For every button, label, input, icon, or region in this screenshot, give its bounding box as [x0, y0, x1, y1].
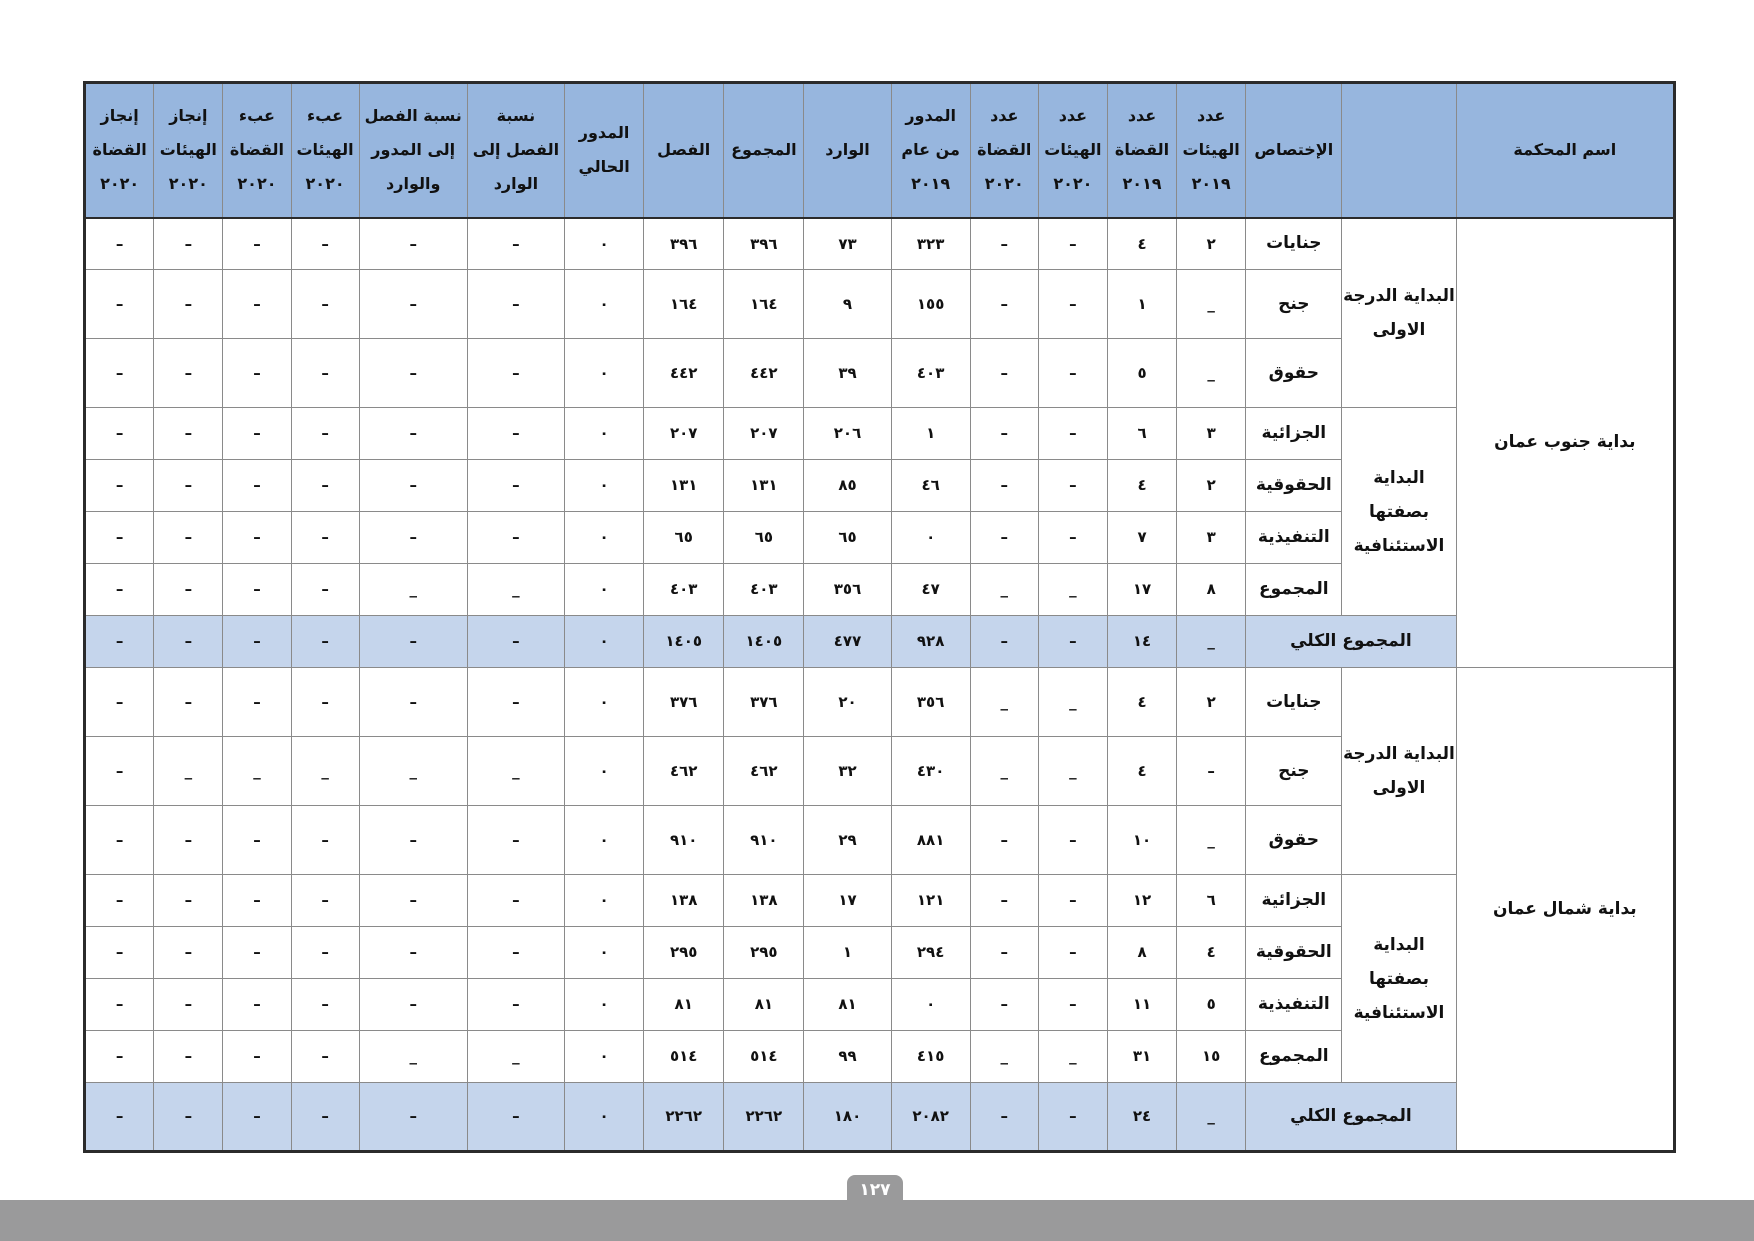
judges-2020-cell: –: [970, 1083, 1038, 1152]
panels-2020-cell: –: [1038, 927, 1107, 979]
header-panels-2019: عدد الهيئات ٢٠١٩: [1177, 83, 1246, 218]
achievement-judges-cell: –: [85, 1083, 154, 1152]
current-carried-cell: ٠: [565, 668, 644, 737]
ratio-resolved-carried-incoming-cell: –: [359, 616, 467, 668]
court-name-cell: بداية شمال عمان: [1456, 668, 1674, 1152]
panels-2020-cell: –: [1038, 806, 1107, 875]
incoming-cell: ٢٩: [804, 806, 891, 875]
judges-2019-cell: ٤: [1107, 668, 1176, 737]
specialization-cell: جنح: [1246, 737, 1342, 806]
incoming-cell: ١٧: [804, 875, 891, 927]
ratio-resolved-incoming-cell: –: [467, 408, 564, 460]
specialization-cell: الحقوقية: [1246, 460, 1342, 512]
load-panels-cell: –: [291, 460, 359, 512]
ratio-resolved-carried-incoming-cell: –: [359, 875, 467, 927]
grand-total-row: [85, 616, 1675, 668]
specialization-cell: الجزائية: [1246, 408, 1342, 460]
page-number: ١٢٧: [847, 1175, 903, 1209]
resolved-cell: ١٣٨: [644, 875, 724, 927]
achievement-panels-cell: _: [154, 737, 223, 806]
judges-2019-cell: ٣١: [1107, 1031, 1176, 1083]
header-load-judges: عبء القضاة ٢٠٢٠: [223, 83, 291, 218]
carried-over-cell: ٩٢٨: [891, 616, 970, 668]
load-panels-cell: –: [291, 339, 359, 408]
header-total: المجموع: [724, 83, 804, 218]
specialization-cell: الجزائية: [1246, 875, 1342, 927]
achievement-judges-cell: –: [85, 1031, 154, 1083]
panels-2019-cell: ٣: [1177, 512, 1246, 564]
total-cell: ٩١٠: [724, 806, 804, 875]
panels-2019-cell: –: [1177, 737, 1246, 806]
ratio-resolved-carried-incoming-cell: –: [359, 806, 467, 875]
incoming-cell: ٣٩: [804, 339, 891, 408]
header-ratio-resolved-carried-incoming: نسبة الفصل إلى المدور والوارد: [359, 83, 467, 218]
table-row: [85, 875, 1675, 927]
grand-total-row: [85, 1083, 1675, 1152]
ratio-resolved-carried-incoming-cell: _: [359, 737, 467, 806]
resolved-cell: ٥١٤: [644, 1031, 724, 1083]
header-court-name: اسم المحكمة: [1456, 83, 1674, 218]
carried-over-cell: ١٥٥: [891, 270, 970, 339]
achievement-judges-cell: –: [85, 979, 154, 1031]
incoming-cell: ٩: [804, 270, 891, 339]
judges-2020-cell: –: [970, 927, 1038, 979]
achievement-judges-cell: –: [85, 339, 154, 408]
ratio-resolved-carried-incoming-cell: –: [359, 460, 467, 512]
current-carried-cell: ٠: [565, 270, 644, 339]
panels-2019-cell: ٥: [1177, 979, 1246, 1031]
resolved-cell: ٩١٠: [644, 806, 724, 875]
table-row: [85, 408, 1675, 460]
load-panels-cell: –: [291, 218, 359, 270]
judges-2019-cell: ١١: [1107, 979, 1176, 1031]
panels-2020-cell: _: [1038, 668, 1107, 737]
carried-over-cell: ٤٠٣: [891, 339, 970, 408]
ratio-resolved-carried-incoming-cell: –: [359, 270, 467, 339]
header-carried-over: المدور من عام ٢٠١٩: [891, 83, 970, 218]
achievement-judges-cell: –: [85, 564, 154, 616]
ratio-resolved-incoming-cell: –: [467, 1083, 564, 1152]
achievement-judges-cell: –: [85, 460, 154, 512]
specialization-cell: المجموع: [1246, 1031, 1342, 1083]
table-row: [85, 668, 1675, 737]
judges-2019-cell: ٧: [1107, 512, 1176, 564]
court-name-cell: بداية جنوب عمان: [1456, 218, 1674, 668]
ratio-resolved-carried-incoming-cell: –: [359, 927, 467, 979]
carried-over-cell: ٠: [891, 979, 970, 1031]
total-cell: ٣٩٦: [724, 218, 804, 270]
ratio-resolved-carried-incoming-cell: _: [359, 1031, 467, 1083]
specialization-cell: حقوق: [1246, 339, 1342, 408]
incoming-cell: ٣٢: [804, 737, 891, 806]
current-carried-cell: ٠: [565, 564, 644, 616]
load-panels-cell: –: [291, 927, 359, 979]
carried-over-cell: ٣٥٦: [891, 668, 970, 737]
panels-2020-cell: _: [1038, 737, 1107, 806]
total-cell: ٥١٤: [724, 1031, 804, 1083]
panels-2019-cell: ٨: [1177, 564, 1246, 616]
achievement-panels-cell: –: [154, 408, 223, 460]
category-cell: البداية الدرجة الاولى: [1342, 668, 1456, 875]
achievement-panels-cell: –: [154, 218, 223, 270]
ratio-resolved-carried-incoming-cell: –: [359, 979, 467, 1031]
panels-2019-cell: ٢: [1177, 460, 1246, 512]
total-cell: ١٦٤: [724, 270, 804, 339]
current-carried-cell: ٠: [565, 979, 644, 1031]
header-row: [85, 83, 1675, 218]
load-panels-cell: _: [291, 737, 359, 806]
load-panels-cell: –: [291, 408, 359, 460]
total-cell: ٤٦٢: [724, 737, 804, 806]
load-judges-cell: –: [223, 460, 291, 512]
header-judges-2020: عدد القضاة ٢٠٢٠: [970, 83, 1038, 218]
judges-2020-cell: –: [970, 806, 1038, 875]
header-category: [1342, 83, 1456, 218]
total-cell: ٢٠٧: [724, 408, 804, 460]
achievement-judges-cell: –: [85, 875, 154, 927]
achievement-judges-cell: –: [85, 806, 154, 875]
incoming-cell: ١: [804, 927, 891, 979]
load-judges-cell: –: [223, 668, 291, 737]
current-carried-cell: ٠: [565, 616, 644, 668]
panels-2020-cell: _: [1038, 564, 1107, 616]
specialization-cell: الحقوقية: [1246, 927, 1342, 979]
carried-over-cell: ١٢١: [891, 875, 970, 927]
judges-2019-cell: ٤: [1107, 218, 1176, 270]
load-panels-cell: –: [291, 616, 359, 668]
achievement-panels-cell: –: [154, 564, 223, 616]
incoming-cell: ٢٠: [804, 668, 891, 737]
resolved-cell: ١٣١: [644, 460, 724, 512]
achievement-panels-cell: –: [154, 460, 223, 512]
ratio-resolved-carried-incoming-cell: _: [359, 564, 467, 616]
current-carried-cell: ٠: [565, 1031, 644, 1083]
load-judges-cell: –: [223, 339, 291, 408]
load-judges-cell: –: [223, 1083, 291, 1152]
current-carried-cell: ٠: [565, 875, 644, 927]
panels-2020-cell: _: [1038, 1031, 1107, 1083]
resolved-cell: ٣٧٦: [644, 668, 724, 737]
judges-2020-cell: _: [970, 564, 1038, 616]
judges-2019-cell: ٤: [1107, 737, 1176, 806]
resolved-cell: ٤٤٢: [644, 339, 724, 408]
panels-2019-cell: ٣: [1177, 408, 1246, 460]
achievement-panels-cell: –: [154, 1031, 223, 1083]
header-incoming: الوارد: [804, 83, 891, 218]
achievement-judges-cell: –: [85, 927, 154, 979]
ratio-resolved-incoming-cell: _: [467, 1031, 564, 1083]
achievement-panels-cell: –: [154, 875, 223, 927]
current-carried-cell: ٠: [565, 460, 644, 512]
judges-2020-cell: –: [970, 512, 1038, 564]
total-cell: ٤٠٣: [724, 564, 804, 616]
specialization-cell: جنح: [1246, 270, 1342, 339]
judges-2019-cell: ٨: [1107, 927, 1176, 979]
current-carried-cell: ٠: [565, 1083, 644, 1152]
panels-2020-cell: –: [1038, 979, 1107, 1031]
current-carried-cell: ٠: [565, 927, 644, 979]
load-judges-cell: –: [223, 806, 291, 875]
incoming-cell: ٨١: [804, 979, 891, 1031]
achievement-panels-cell: –: [154, 1083, 223, 1152]
load-judges-cell: _: [223, 737, 291, 806]
current-carried-cell: ٠: [565, 408, 644, 460]
panels-2020-cell: –: [1038, 408, 1107, 460]
current-carried-cell: ٠: [565, 218, 644, 270]
panels-2019-cell: ٢: [1177, 668, 1246, 737]
carried-over-cell: ٤٣٠: [891, 737, 970, 806]
carried-over-cell: ٢٩٤: [891, 927, 970, 979]
panels-2020-cell: –: [1038, 512, 1107, 564]
panels-2020-cell: –: [1038, 460, 1107, 512]
ratio-resolved-carried-incoming-cell: –: [359, 408, 467, 460]
table-row: [85, 218, 1675, 270]
ratio-resolved-carried-incoming-cell: –: [359, 339, 467, 408]
achievement-judges-cell: –: [85, 408, 154, 460]
carried-over-cell: ٤١٥: [891, 1031, 970, 1083]
load-judges-cell: –: [223, 927, 291, 979]
carried-over-cell: ٨٨١: [891, 806, 970, 875]
judges-2020-cell: –: [970, 270, 1038, 339]
header-resolved: الفصل: [644, 83, 724, 218]
header-achievement-judges: إنجاز القضاة ٢٠٢٠: [85, 83, 154, 218]
panels-2019-cell: ١٥: [1177, 1031, 1246, 1083]
judges-2020-cell: –: [970, 875, 1038, 927]
load-panels-cell: –: [291, 1031, 359, 1083]
header-specialization: الإختصاص: [1246, 83, 1342, 218]
specialization-cell: جنايات: [1246, 668, 1342, 737]
total-cell: ٤٤٢: [724, 339, 804, 408]
achievement-panels-cell: –: [154, 512, 223, 564]
total-cell: ٢٢٦٢: [724, 1083, 804, 1152]
judges-2020-cell: –: [970, 408, 1038, 460]
load-panels-cell: –: [291, 1083, 359, 1152]
load-panels-cell: –: [291, 806, 359, 875]
header-achievement-panels: إنجاز الهيئات ٢٠٢٠: [154, 83, 223, 218]
grand-total-label: المجموع الكلي: [1246, 616, 1456, 668]
incoming-cell: ٤٧٧: [804, 616, 891, 668]
resolved-cell: ٨١: [644, 979, 724, 1031]
resolved-cell: ١٦٤: [644, 270, 724, 339]
judges-2019-cell: ٤: [1107, 460, 1176, 512]
judges-2019-cell: ٥: [1107, 339, 1176, 408]
load-panels-cell: –: [291, 668, 359, 737]
resolved-cell: ٢٩٥: [644, 927, 724, 979]
carried-over-cell: ١: [891, 408, 970, 460]
panels-2020-cell: –: [1038, 875, 1107, 927]
total-cell: ٦٥: [724, 512, 804, 564]
carried-over-cell: ٣٢٣: [891, 218, 970, 270]
load-judges-cell: –: [223, 270, 291, 339]
judges-2019-cell: ١٤: [1107, 616, 1176, 668]
total-cell: ١٣١: [724, 460, 804, 512]
current-carried-cell: ٠: [565, 339, 644, 408]
resolved-cell: ٣٩٦: [644, 218, 724, 270]
panels-2019-cell: ٦: [1177, 875, 1246, 927]
specialization-cell: المجموع: [1246, 564, 1342, 616]
judges-2020-cell: _: [970, 1031, 1038, 1083]
judges-2019-cell: ١٠: [1107, 806, 1176, 875]
carried-over-cell: ٢٠٨٢: [891, 1083, 970, 1152]
specialization-cell: حقوق: [1246, 806, 1342, 875]
category-cell: البداية بصفتها الاستئنافية: [1342, 408, 1456, 616]
load-judges-cell: –: [223, 564, 291, 616]
specialization-cell: التنفيذية: [1246, 979, 1342, 1031]
resolved-cell: ٢٠٧: [644, 408, 724, 460]
panels-2019-cell: _: [1177, 806, 1246, 875]
total-cell: ٢٩٥: [724, 927, 804, 979]
ratio-resolved-incoming-cell: –: [467, 927, 564, 979]
achievement-panels-cell: –: [154, 616, 223, 668]
incoming-cell: ٦٥: [804, 512, 891, 564]
panels-2020-cell: –: [1038, 270, 1107, 339]
panels-2019-cell: _: [1177, 616, 1246, 668]
load-panels-cell: –: [291, 875, 359, 927]
panels-2019-cell: _: [1177, 1083, 1246, 1152]
incoming-cell: ٩٩: [804, 1031, 891, 1083]
judges-2020-cell: –: [970, 339, 1038, 408]
ratio-resolved-carried-incoming-cell: –: [359, 512, 467, 564]
load-panels-cell: –: [291, 979, 359, 1031]
category-cell: البداية بصفتها الاستئنافية: [1342, 875, 1456, 1083]
carried-over-cell: ٤٧: [891, 564, 970, 616]
resolved-cell: ٤٦٢: [644, 737, 724, 806]
current-carried-cell: ٠: [565, 806, 644, 875]
panels-2019-cell: _: [1177, 270, 1246, 339]
carried-over-cell: ٤٦: [891, 460, 970, 512]
load-judges-cell: –: [223, 1031, 291, 1083]
ratio-resolved-incoming-cell: –: [467, 668, 564, 737]
grand-total-label: المجموع الكلي: [1246, 1083, 1456, 1152]
ratio-resolved-carried-incoming-cell: –: [359, 218, 467, 270]
judges-2019-cell: ٦: [1107, 408, 1176, 460]
specialization-cell: التنفيذية: [1246, 512, 1342, 564]
judges-2019-cell: ١٢: [1107, 875, 1176, 927]
judges-2020-cell: –: [970, 218, 1038, 270]
panels-2020-cell: –: [1038, 1083, 1107, 1152]
load-panels-cell: –: [291, 512, 359, 564]
judges-2020-cell: _: [970, 737, 1038, 806]
ratio-resolved-incoming-cell: –: [467, 616, 564, 668]
header-judges-2019: عدد القضاة ٢٠١٩: [1107, 83, 1176, 218]
judges-2020-cell: –: [970, 616, 1038, 668]
incoming-cell: ١٨٠: [804, 1083, 891, 1152]
ratio-resolved-incoming-cell: _: [467, 564, 564, 616]
header-panels-2020: عدد الهيئات ٢٠٢٠: [1038, 83, 1107, 218]
ratio-resolved-incoming-cell: –: [467, 339, 564, 408]
panels-2020-cell: –: [1038, 339, 1107, 408]
resolved-cell: ٤٠٣: [644, 564, 724, 616]
achievement-judges-cell: –: [85, 218, 154, 270]
load-judges-cell: –: [223, 616, 291, 668]
resolved-cell: ١٤٠٥: [644, 616, 724, 668]
ratio-resolved-carried-incoming-cell: –: [359, 1083, 467, 1152]
incoming-cell: ٣٥٦: [804, 564, 891, 616]
load-judges-cell: –: [223, 512, 291, 564]
load-panels-cell: –: [291, 564, 359, 616]
load-judges-cell: –: [223, 408, 291, 460]
carried-over-cell: ٠: [891, 512, 970, 564]
current-carried-cell: ٠: [565, 737, 644, 806]
ratio-resolved-incoming-cell: –: [467, 979, 564, 1031]
achievement-panels-cell: –: [154, 668, 223, 737]
load-judges-cell: –: [223, 875, 291, 927]
load-judges-cell: –: [223, 218, 291, 270]
total-cell: ٨١: [724, 979, 804, 1031]
achievement-panels-cell: –: [154, 927, 223, 979]
achievement-panels-cell: –: [154, 806, 223, 875]
ratio-resolved-incoming-cell: –: [467, 512, 564, 564]
judges-2019-cell: ١: [1107, 270, 1176, 339]
ratio-resolved-incoming-cell: –: [467, 460, 564, 512]
judges-2020-cell: –: [970, 460, 1038, 512]
achievement-judges-cell: –: [85, 512, 154, 564]
header-current-carried: المدور الحالي: [565, 83, 644, 218]
panels-2020-cell: –: [1038, 218, 1107, 270]
load-judges-cell: –: [223, 979, 291, 1031]
achievement-judges-cell: –: [85, 737, 154, 806]
achievement-judges-cell: –: [85, 270, 154, 339]
total-cell: ٣٧٦: [724, 668, 804, 737]
panels-2019-cell: ٤: [1177, 927, 1246, 979]
court-statistics-table: [83, 81, 1676, 1153]
total-cell: ١٣٨: [724, 875, 804, 927]
achievement-judges-cell: –: [85, 616, 154, 668]
achievement-panels-cell: –: [154, 339, 223, 408]
specialization-cell: جنايات: [1246, 218, 1342, 270]
incoming-cell: ٢٠٦: [804, 408, 891, 460]
incoming-cell: ٨٥: [804, 460, 891, 512]
ratio-resolved-incoming-cell: –: [467, 875, 564, 927]
category-cell: البداية الدرجة الاولى: [1342, 218, 1456, 408]
panels-2019-cell: ٢: [1177, 218, 1246, 270]
load-panels-cell: –: [291, 270, 359, 339]
ratio-resolved-incoming-cell: –: [467, 218, 564, 270]
ratio-resolved-incoming-cell: _: [467, 737, 564, 806]
header-ratio-resolved-incoming: نسبة الفصل إلى الوارد: [467, 83, 564, 218]
resolved-cell: ٢٢٦٢: [644, 1083, 724, 1152]
current-carried-cell: ٠: [565, 512, 644, 564]
ratio-resolved-carried-incoming-cell: –: [359, 668, 467, 737]
judges-2020-cell: –: [970, 979, 1038, 1031]
total-cell: ١٤٠٥: [724, 616, 804, 668]
panels-2019-cell: _: [1177, 339, 1246, 408]
achievement-judges-cell: –: [85, 668, 154, 737]
header-load-panels: عبء الهيئات ٢٠٢٠: [291, 83, 359, 218]
incoming-cell: ٧٣: [804, 218, 891, 270]
ratio-resolved-incoming-cell: –: [467, 270, 564, 339]
achievement-panels-cell: –: [154, 270, 223, 339]
judges-2019-cell: ١٧: [1107, 564, 1176, 616]
panels-2020-cell: –: [1038, 616, 1107, 668]
resolved-cell: ٦٥: [644, 512, 724, 564]
ratio-resolved-incoming-cell: –: [467, 806, 564, 875]
achievement-panels-cell: –: [154, 979, 223, 1031]
judges-2020-cell: _: [970, 668, 1038, 737]
judges-2019-cell: ٢٤: [1107, 1083, 1176, 1152]
